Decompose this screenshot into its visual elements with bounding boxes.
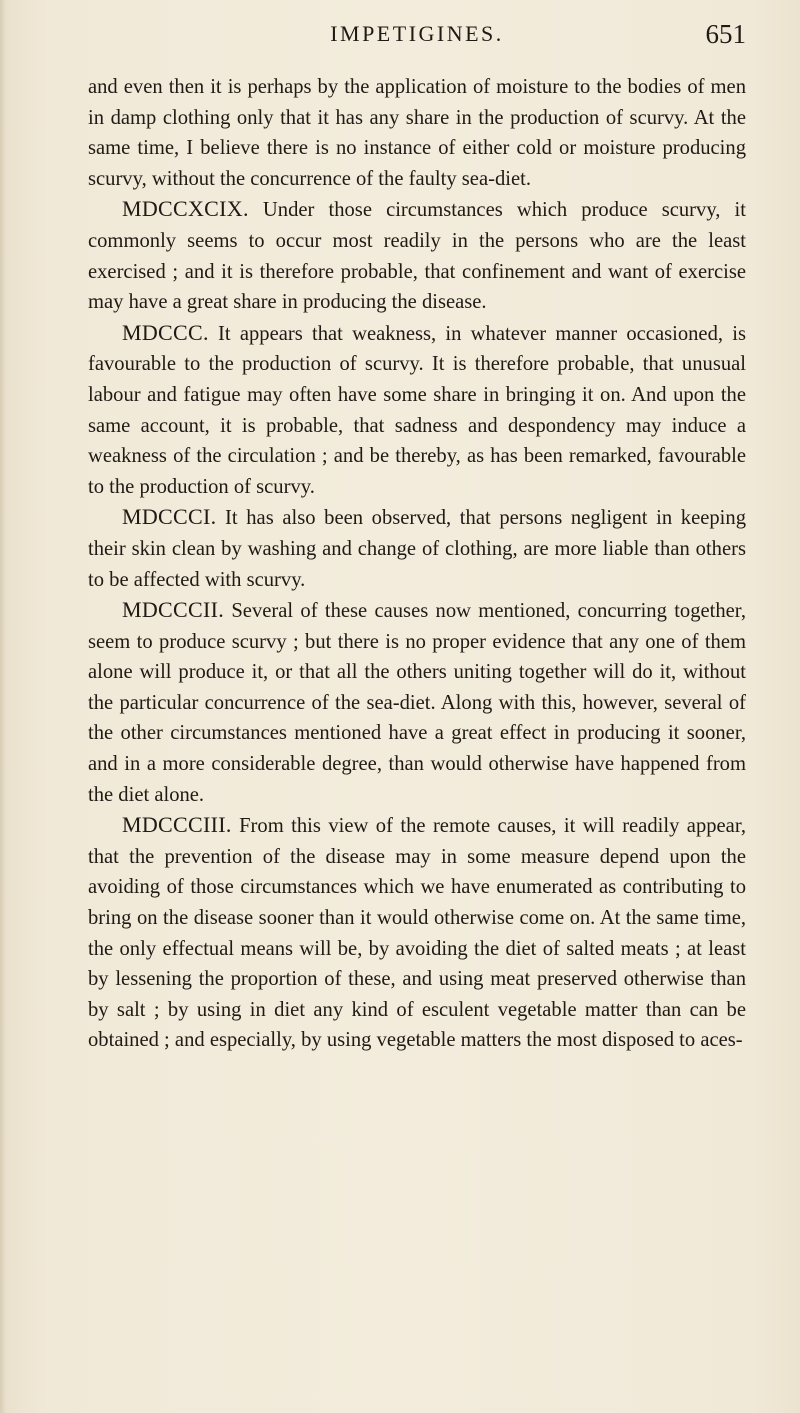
paragraph-mdccxcix <box>88 194 746 317</box>
paragraph-number: MDCCCIII. <box>122 812 232 838</box>
paragraph-mdccci <box>88 502 746 595</box>
paragraph-text: Several of these causes now mentioned, concurring together, seem to produce scurvy ; but there is no proper evidence that any one of them alone will produce it, or that all the others uniting together will do it, without the particular concurrence of the sea-diet. Along with this, however, several of the other circumstances mentioned have a great effect in producing it sooner, and in a more considerable degree, than would otherwise have happened from the diet alone. <box>88 600 746 806</box>
paragraph-mdccc <box>88 318 746 503</box>
page-header <box>88 10 746 58</box>
body-text <box>88 72 746 1056</box>
paragraph-text: It appears that weakness, in whatever manner occasioned, is favourable to the production of scurvy. It is therefore probable, that unusual labour and fatigue may often have some share in bringing it on. And upon the same account, it is probable, that sadness and despondency may induce a weakness of the circulation ; and be thereby, as has been remarked, favourable to the production of scurvy. <box>88 322 746 498</box>
paragraph-number: MDCCCII. <box>122 597 225 623</box>
paragraph-mdccciii <box>88 810 746 1056</box>
paragraph-mdcccii <box>88 595 746 810</box>
page-number: 651 <box>705 19 746 49</box>
paragraph-text: From this view of the remote causes, it will readily appear, that the prevention of the disease may in some measure depend upon the avoiding of those circumstances which we have enumerated as contributing to bring on the disease sooner than it would otherwise come on. At the same time, the only effectual means will be, by avoiding the diet of salted meats ; at least by lessening the proportion of these, and using meat preserved otherwise than by salt ; by using in diet any kind of esculent vegetable matter than can be obtained ; and especially, by using vegetable matters the most disposed to aces- <box>88 815 746 1052</box>
paragraph-number: MDCCXCIX. <box>122 196 249 222</box>
paragraph-text: It has also been observed, that persons negligent in keeping their skin clean by washing and change of clothing, are more liable than others to be affected with scurvy. <box>88 507 746 591</box>
paragraph-number: MDCCC. <box>122 319 209 345</box>
paragraph-text: Under those circumstances which produce scurvy, it commonly seems to occur most readily in the persons who are the least exercised ; and it is therefore probable, that confinement and want of exercise may have a great share in producing the disease. <box>88 199 746 314</box>
continuation-paragraph: and even then it is perhaps by the application of moisture to the bodies of men in damp clothing only that it has any share in the production of scurvy. At the same time, I believe there is no instance of either cold or moisture producing scurvy, without the concurrence of the faulty sea-diet. <box>88 76 746 190</box>
running-head: IMPETIGINES. <box>330 21 504 46</box>
page-gutter-shadow <box>0 0 6 1413</box>
paragraph-number: MDCCCI. <box>122 504 217 530</box>
